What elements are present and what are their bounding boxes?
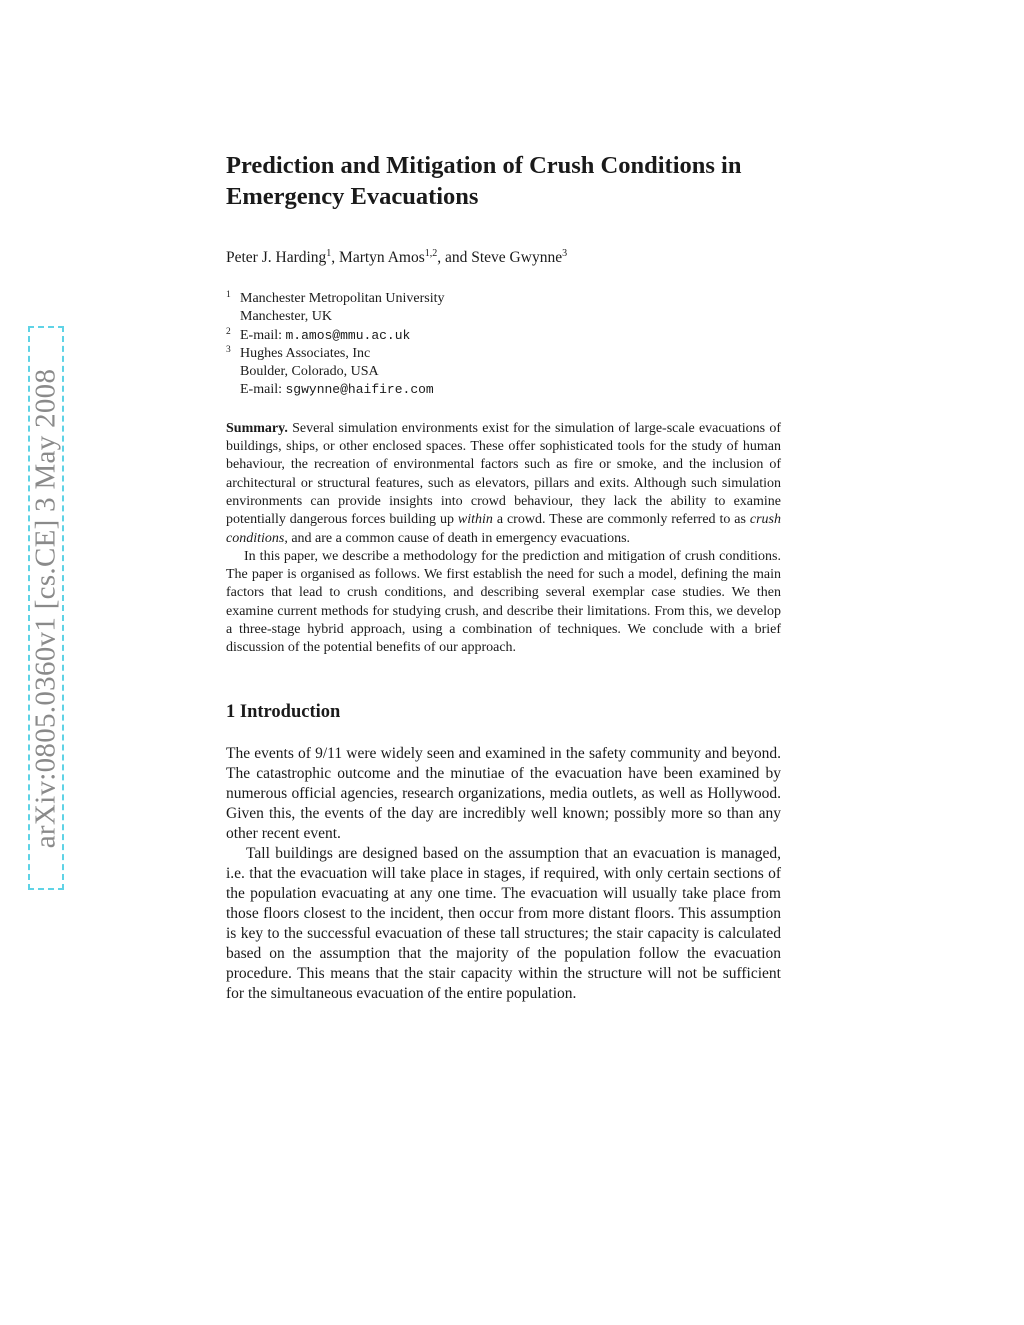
section-title: Introduction bbox=[239, 701, 341, 722]
affiliation-line: Manchester, UK bbox=[240, 309, 332, 325]
author-name: Martyn Amos bbox=[339, 249, 425, 266]
summary-emphasis: crush conditions bbox=[226, 512, 781, 546]
affiliation-2 bbox=[226, 327, 781, 345]
section-heading bbox=[226, 700, 781, 724]
author-affil-marker: 3 bbox=[562, 248, 568, 259]
affiliation-number: 3 bbox=[226, 344, 231, 355]
section-body bbox=[226, 744, 781, 1004]
summary-paragraph: In this paper, we describe a methodology for the prediction and mitigation of crush conditions. The paper is organised as follows. We first establish the need for such a model, defining the main factors that lead to crush conditions, and describing several exemplar case studies. We then examine current methods for studying crush, and describe their limitations. From this, we develop a three-stage hybrid approach, using a combination of techniques. We conclude with a brief discussion of the potential benefits of our approach. bbox=[226, 548, 781, 656]
body-paragraph: The events of 9/11 were widely seen and examined in the safety community and beyond. The catastrophic outcome and the minutiae of the evacuation have been examined by numerous official agencies, research organizations, media outlets, as well as Hollywood. Given this, the events of the day are incredibly well known; possibly more so than any other recent event. bbox=[226, 744, 781, 842]
email-link[interactable]: m.amos@mmu.ac.uk bbox=[285, 327, 411, 343]
paper-page bbox=[226, 150, 781, 1004]
author-affil-marker: 1,2 bbox=[424, 248, 438, 259]
affiliation-line: Hughes Associates, Inc bbox=[240, 345, 371, 361]
body-paragraph: Tall buildings are designed based on the assumption that an evacuation is managed, i.e. that the evacuation will take place in stages, if required, with only certain sections of the population evacuating at any one time. The evacuation will usually take place from those floors closest to the incident, then occur from more distant floors. This assumption is key to the successful evacuation of these tall structures; the stair capacity is calculated based on the assumption that the majority of the population follow the evacuation procedure. This means that the stair capacity within the structure will not be sufficient for the simultaneous evacuation of the entire population. bbox=[226, 844, 781, 1002]
affiliations bbox=[226, 290, 781, 400]
email-label: E-mail: bbox=[240, 327, 286, 343]
email-link[interactable]: sgwynne@haifire.com bbox=[285, 382, 434, 398]
arxiv-stamp bbox=[28, 326, 64, 890]
affiliation-1 bbox=[226, 290, 781, 327]
summary-paragraph bbox=[226, 420, 781, 548]
summary-abstract bbox=[226, 420, 781, 658]
affiliation-email-line bbox=[240, 381, 781, 399]
author-list bbox=[226, 248, 781, 268]
paper-title: Prediction and Mitigation of Crush Conditions in Emergency Evacuations bbox=[226, 152, 742, 210]
affiliation-line: Manchester Metropolitan University bbox=[240, 291, 445, 306]
arxiv-stamp-text: arXiv:0805.0360v1 [cs.CE] 3 May 2008 bbox=[29, 368, 62, 848]
summary-text: Several simulation environments exist for the simulation of large-scale evacuations of buildings, ships, or other enclosed spaces. These offer sophisticated tools for the study of human behaviour, the recreation of environmental factors such as fire or smoke, and the inclusion of architectural or structural features, such as elevators, pillars and exits. Although such simulation environments can provide insights into crowd behaviour, they lack the ability to examine potentially dangerous forces building up bbox=[226, 420, 781, 528]
author-name: Peter J. Harding bbox=[226, 249, 327, 266]
affiliation-number: 1 bbox=[226, 290, 231, 300]
summary-text: a crowd. These are commonly referred to as bbox=[492, 512, 750, 528]
affiliation-email-line bbox=[240, 327, 781, 345]
author-name: Steve Gwynne bbox=[471, 249, 563, 266]
affiliation-line: Boulder, Colorado, USA bbox=[240, 364, 379, 380]
summary-text: , and are a common cause of death in emergency evacuations. bbox=[284, 530, 631, 546]
section-number: 1 bbox=[226, 701, 236, 722]
author-separator: , bbox=[331, 249, 340, 266]
summary-emphasis: within bbox=[457, 512, 493, 528]
author-separator: , and bbox=[437, 249, 472, 266]
author-affil-marker: 1 bbox=[326, 248, 332, 259]
summary-label: Summary. bbox=[226, 420, 288, 436]
affiliation-number: 2 bbox=[226, 326, 231, 337]
email-label: E-mail: bbox=[240, 382, 286, 398]
affiliation-3 bbox=[226, 345, 781, 400]
